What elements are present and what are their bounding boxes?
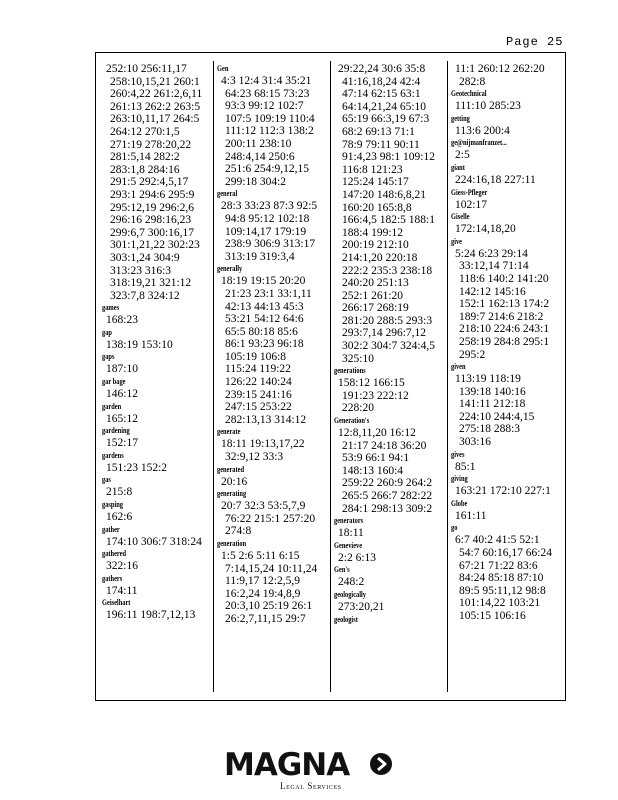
page-line-reference: 275:18 288:3: [459, 423, 521, 436]
index-entry: [334, 415, 443, 515]
page-line-reference: 1:5 2:6 5:11 6:15: [221, 550, 300, 562]
page-line-reference: 125:24 145:17: [342, 176, 409, 189]
page-line-reference: 191:23 222:12: [342, 389, 409, 402]
page-line-reference: 42:13 44:13 45:3: [225, 300, 304, 313]
index-entry: [102, 351, 212, 376]
page-line-reference: 5:24 6:23 29:14: [455, 247, 528, 260]
index-term: Giselle: [451, 212, 470, 222]
index-term: giving: [451, 474, 468, 484]
page-line-reference: 174:10 306:7 318:24: [106, 535, 202, 548]
page-line-reference: 142:12 145:16: [459, 285, 526, 298]
page-line-reference: 113:19 118:19: [455, 373, 521, 386]
index-entry: [334, 63, 443, 365]
index-entry: [451, 113, 561, 138]
index-term: generation: [217, 539, 247, 548]
page-line-reference: 187:10: [106, 363, 138, 376]
page-line-reference: 218:10 224:6 243:1: [459, 323, 550, 336]
page-line-reference: 138:19 153:10: [106, 338, 173, 351]
index-term: giant: [451, 162, 465, 172]
index-entry: [451, 187, 561, 212]
index-term: generate: [217, 427, 241, 437]
page-line-reference: 18:19 19:15 20:20: [221, 275, 306, 288]
page-line-reference: 293:1 294:6 295:9: [110, 188, 195, 201]
page-line-reference: 102:17: [455, 198, 487, 211]
index-term: Gen: [217, 64, 229, 73]
index-term: Giess-Pfleger: [451, 187, 488, 197]
index-entry: [334, 589, 443, 614]
column-divider: [330, 61, 331, 692]
index-term: gas: [102, 475, 111, 485]
page-line-reference: 224:10 244:4,15: [459, 410, 535, 423]
page-line-reference: 303:1,24 304:9: [110, 251, 180, 264]
page-line-reference: 261:13 262:2 263:5: [110, 100, 201, 113]
page-line-reference: 47:14 62:15 63:1: [342, 88, 421, 101]
page-line-reference: 146:12: [106, 388, 138, 401]
index-entry: [451, 88, 561, 113]
page-line-reference: 113:6 200:4: [455, 124, 510, 137]
page-line-reference: 282:13,13 314:12: [225, 413, 307, 426]
page-line-reference: 271:19 278:20,22: [110, 138, 192, 151]
page-line-reference: 295:12,19 296:2,6: [110, 201, 195, 214]
page-line-reference: 67:21 71:22 83:6: [459, 559, 538, 572]
page-line-reference: 86:1 93:23 96:18: [225, 338, 304, 351]
page-line-reference: 94:8 95:12 102:18: [225, 212, 310, 225]
index-term: generations: [334, 366, 366, 376]
logo-wordmark: MAGNA: [224, 747, 350, 783]
page-line-reference: 295:2: [459, 348, 486, 361]
page-line-reference: 64:14,21,24 65:10: [342, 100, 427, 113]
page-line-reference: 41:16,18,24 42:4: [342, 75, 421, 88]
index-entry: [102, 474, 212, 499]
page-line-reference: 224:16,18 227:11: [455, 173, 536, 186]
page-line-reference: 263:10,11,17 264:5: [110, 113, 200, 126]
index-entry: [451, 211, 561, 236]
page-line-reference: 238:9 306:9 313:17: [225, 238, 316, 251]
page-line-reference: 248:2: [338, 576, 365, 589]
page-number: Page 25: [506, 35, 564, 49]
page-line-reference: 84:24 85:18 87:10: [459, 572, 544, 585]
index-entry: [334, 540, 443, 565]
page-line-reference: 65:5 80:18 85:6: [225, 325, 298, 338]
page-line-reference: 11:1 260:12 262:20: [455, 63, 545, 75]
page-line-reference: 115:24 119:22: [225, 363, 291, 376]
index-entry: [102, 597, 212, 622]
page-line-reference: 273:20,21: [338, 600, 385, 613]
page-line-reference: 33:12,14 71:14: [459, 260, 529, 273]
page-line-reference: 303:16: [459, 436, 491, 449]
page-line-reference: 21:23 23:1 33:1,11: [225, 287, 312, 300]
page-line-reference: 163:21 172:10 227:1: [455, 485, 551, 498]
index-column-4: [451, 63, 561, 692]
page-line-reference: 64:23 68:15 73:23: [225, 87, 310, 100]
page-line-reference: 251:6 254:9,12,15: [225, 163, 310, 176]
page-line-reference: 247:15 253:22: [225, 401, 292, 414]
page-line-reference: 259:22 260:9 264:2: [342, 477, 433, 490]
page-line-reference: 151:23 152:2: [106, 461, 168, 474]
page-line-reference: 313:23 316:3: [110, 264, 172, 277]
page-line-reference: 222:2 235:3 238:18: [342, 264, 433, 277]
index-term: Generation's: [334, 416, 370, 426]
page-line-reference: 29:22,24 30:6 35:8: [338, 63, 426, 75]
page-line-reference: 174:11: [106, 584, 138, 597]
page-line-reference: 162:6: [106, 511, 133, 524]
index-entry: [334, 365, 443, 415]
page-line-reference: 160:20 165:8,8: [342, 201, 412, 214]
index-term: generally: [217, 264, 243, 274]
page-line-reference: 11:9,17 12:2,5,9: [225, 575, 300, 588]
page-line-reference: 299:6,7 300:16,17: [110, 226, 195, 239]
index-term: gathered: [102, 549, 127, 559]
index-term: give: [451, 236, 463, 246]
page-line-reference: 78:9 79:11 90:11: [342, 138, 420, 151]
page-line-reference: 166:4,5 182:5 188:1: [342, 214, 435, 227]
page-line-reference: 16:2,24 19:4,8,9: [225, 587, 301, 600]
page-line-reference: 284:1 298:13 309:2: [342, 502, 433, 515]
index-term: garden: [102, 401, 122, 411]
page-line-reference: 172:14,18,20: [455, 223, 516, 236]
page-line-reference: 214:1,20 220:18: [342, 251, 418, 264]
index-term: gathers: [102, 573, 123, 583]
page-line-reference: 296:16 298:16,23: [110, 214, 192, 227]
index-entry: [102, 63, 212, 302]
index-column-2: [217, 63, 327, 692]
index-term: generated: [217, 464, 245, 474]
page-line-reference: 266:17 268:19: [342, 302, 409, 315]
page-line-reference: 20:7 32:3 53:5,7,9: [221, 500, 306, 513]
page-line-reference: 107:5 109:19 110:4: [225, 112, 315, 125]
page-line-reference: 313:19 319:3,4: [225, 250, 295, 263]
column-divider: [213, 61, 214, 692]
index-entry: [334, 515, 443, 540]
page-line-reference: 264:12 270:1,5: [110, 125, 180, 138]
index-term: Geiselhart: [102, 598, 131, 608]
page-line-reference: 299:18 304:2: [225, 175, 287, 188]
page-line-reference: 282:8: [459, 75, 486, 88]
page-line-reference: 101:14,22 103:21: [459, 597, 541, 610]
page-line-reference: 116:8 121:23: [342, 163, 403, 176]
page-line-reference: 109:14,17 179:19: [225, 225, 307, 238]
page-line-reference: 54:7 60:16,17 66:24: [459, 547, 552, 560]
index-entry: [451, 522, 561, 622]
index-entry: [451, 361, 561, 449]
page-line-reference: 252:1 261:20: [342, 289, 404, 302]
index-entry: [451, 498, 561, 523]
page-line-reference: 105:15 106:16: [459, 610, 526, 622]
index-entry: [102, 548, 212, 573]
index-term: go: [451, 523, 458, 533]
page-line-reference: 158:12 166:15: [338, 377, 405, 390]
index-term: games: [102, 303, 120, 313]
index-term: generating: [217, 489, 247, 499]
page-line-reference: 281:5,14 282:2: [110, 151, 180, 164]
page-line-reference: 215:8: [106, 486, 133, 499]
index-entry: [451, 449, 561, 474]
page-line-reference: 283:1,8 284:16: [110, 163, 180, 176]
page-line-reference: 141:11 212:18: [459, 398, 526, 411]
column-divider: [447, 61, 448, 692]
index-term: geologist: [334, 614, 358, 624]
index-entry: [451, 63, 561, 88]
index-term: gaps: [102, 352, 115, 362]
page-line-reference: 152:17: [106, 437, 138, 450]
index-term: Gen's: [334, 565, 350, 575]
index-entry: [102, 302, 212, 327]
index-entry: [217, 488, 327, 538]
index-entry: [334, 564, 443, 589]
page-line-reference: 168:23: [106, 314, 138, 327]
index-term: ge@nijmanfranzet...: [451, 138, 507, 148]
index-term: gardens: [102, 450, 124, 460]
index-term: Geotechnical: [451, 89, 487, 99]
index-term: gasping: [102, 500, 123, 510]
page-line-reference: 2:2 6:13: [338, 551, 377, 564]
index-term: generators: [334, 516, 364, 526]
page-line-reference: 161:11: [455, 509, 487, 522]
index-entry: [102, 450, 212, 475]
index-entry: [217, 263, 327, 426]
page-line-reference: 322:16: [106, 560, 138, 573]
index-column-3: [334, 63, 443, 692]
page-line-reference: 200:11 238:10: [225, 137, 292, 150]
page-line-reference: 228:20: [342, 402, 374, 415]
page-line-reference: 274:8: [225, 525, 252, 538]
page-line-reference: 53:21 54:12 64:6: [225, 313, 304, 326]
page-line-reference: 76:22 215:1 257:20: [225, 512, 316, 525]
index-entry: [451, 473, 561, 498]
index-entry: [217, 188, 327, 263]
index-term: gardening: [102, 426, 130, 436]
page-line-reference: 105:19 106:8: [225, 350, 287, 363]
index-entry: [217, 464, 327, 489]
index-entry: [217, 63, 327, 188]
page-line-reference: 2:5: [455, 149, 470, 162]
index-entry: [102, 401, 212, 426]
index-entry: [102, 376, 212, 401]
index-entry: [102, 524, 212, 549]
page-line-reference: 111:12 112:3 138:2: [225, 125, 314, 138]
page-line-reference: 68:2 69:13 71:1: [342, 125, 415, 138]
page-line-reference: 91:4,23 98:1 109:12: [342, 151, 435, 164]
page-line-reference: 323:7,8 324:12: [110, 289, 180, 302]
page-line-reference: 239:15 241:16: [225, 388, 292, 401]
index-term: geologically: [334, 589, 366, 599]
page-line-reference: 126:22 140:24: [225, 376, 292, 389]
page-line-reference: 258:19 284:8 295:1: [459, 335, 550, 348]
page-line-reference: 325:10: [342, 352, 374, 365]
index-term: gather: [102, 524, 120, 534]
page-line-reference: 188:4 199:12: [342, 226, 404, 239]
index-term: gives: [451, 449, 465, 459]
index-entry: [451, 236, 561, 361]
page-line-reference: 252:10 256:11,17: [106, 63, 187, 75]
logo-subtitle: Legal Services: [280, 781, 342, 791]
index-term: given: [451, 362, 466, 372]
page-line-reference: 89:5 95:11,12 98:8: [459, 584, 546, 597]
index-entry: [217, 538, 327, 626]
page-line-reference: 6:7 40:2 41:5 52:1: [455, 534, 540, 547]
page-line-reference: 53:9 66:1 94:1: [342, 452, 410, 465]
index-entry: [217, 426, 327, 463]
page-line-reference: 293:7,14 296:7,12: [342, 327, 427, 340]
page-line-reference: 18:11: [338, 527, 364, 540]
magna-logo: [224, 748, 404, 796]
page-line-reference: 93:3 99:12 102:7: [225, 100, 304, 113]
index-term: general: [217, 189, 238, 199]
page-line-reference: 240:20 251:13: [342, 277, 409, 290]
index-entry: [102, 499, 212, 524]
index-entry: [102, 425, 212, 450]
index-entry: [334, 614, 443, 626]
index-term: gap: [102, 327, 112, 337]
page-line-reference: 20:3,10 25:19 26:1: [225, 600, 313, 613]
page-line-reference: 248:4,14 250:6: [225, 150, 295, 163]
index-term: getting: [451, 113, 470, 123]
page-line-reference: 12:8,11,20 16:12: [338, 427, 416, 440]
index-frame: [95, 52, 566, 701]
page-line-reference: 85:1: [455, 460, 476, 473]
page-line-reference: 7:14,15,24 10:11,24: [225, 562, 318, 575]
page-line-reference: 318:19,21 321:12: [110, 277, 192, 290]
page-line-reference: 265:5 266:7 282:22: [342, 490, 433, 502]
page-line-reference: 20:16: [221, 475, 248, 488]
page-line-reference: 291:5 292:4,5,17: [110, 176, 189, 189]
index-entry: [451, 162, 561, 187]
page-line-reference: 21:17 24:18 36:20: [342, 439, 427, 452]
page-line-reference: 32:9,12 33:3: [225, 451, 284, 464]
page-line-reference: 260:4,22 261:2,6,11: [110, 88, 203, 101]
index-term: Globe: [451, 498, 468, 508]
index-entry: [451, 137, 561, 162]
index-term: Genevieve: [334, 540, 363, 550]
page-line-reference: 301:1,21,22 302:23: [110, 239, 200, 252]
page-line-reference: 189:7 214:6 218:2: [459, 310, 544, 323]
index-entry: [102, 573, 212, 598]
index-entry: [102, 327, 212, 352]
page-line-reference: 111:10 285:23: [455, 100, 521, 113]
page-line-reference: 196:11 198:7,12,13: [106, 609, 196, 622]
page-line-reference: 28:3 33:23 87:3 92:5: [221, 200, 318, 213]
chevron-right-circle-icon: [370, 753, 392, 775]
page-line-reference: 65:19 66:3,19 67:3: [342, 113, 430, 126]
page-line-reference: 152:1 162:13 174:2: [459, 298, 550, 311]
page-line-reference: 18:11 19:13,17,22: [221, 438, 305, 451]
page-line-reference: 302:2 304:7 324:4,5: [342, 340, 435, 353]
page-line-reference: 281:20 288:5 293:3: [342, 314, 433, 327]
index-term: gar bage: [102, 377, 126, 387]
page-line-reference: 148:13 160:4: [342, 464, 404, 477]
page-line-reference: 4:3 12:4 31:4 35:21: [221, 75, 312, 87]
page-line-reference: 165:12: [106, 412, 138, 425]
page-line-reference: 118:6 140:2 141:20: [459, 272, 549, 285]
page-line-reference: 200:19 212:10: [342, 239, 409, 252]
page-line-reference: 258:10,15,21 260:1: [110, 75, 200, 88]
page-line-reference: 147:20 148:6,8,21: [342, 188, 427, 201]
page-line-reference: 26:2,7,11,15 29:7: [225, 612, 306, 625]
page-line-reference: 139:18 140:16: [459, 385, 526, 398]
index-column-1: [102, 63, 212, 692]
